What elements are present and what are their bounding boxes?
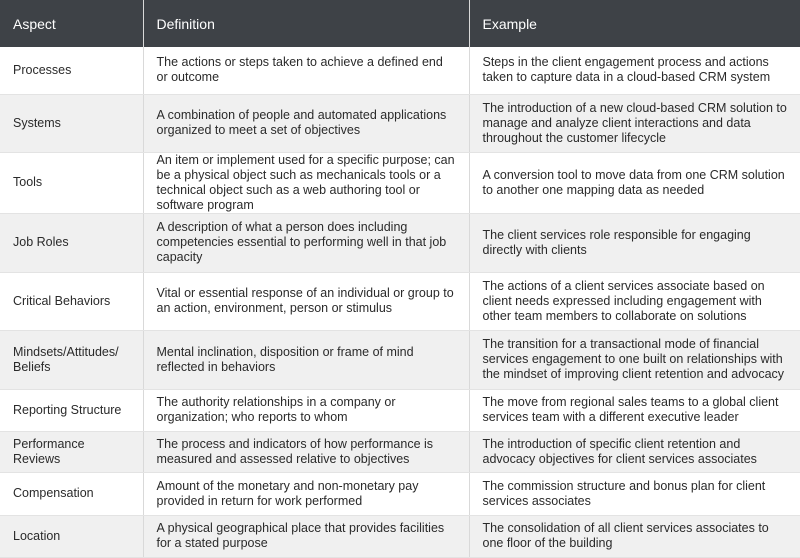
definition-cell: A combination of people and automated applications organized to meet a set of objectives — [143, 94, 469, 152]
aspect-cell: Location — [0, 515, 143, 557]
aspect-cell: Compensation — [0, 472, 143, 515]
definition-cell: An item or implement used for a specific purpose; can be a physical object such as mechanicals tools or a technical object such as a web authoring tool or software program — [143, 152, 469, 213]
definition-cell: Vital or essential response of an individual or group to an action, environment, person or stimulus — [143, 272, 469, 330]
example-cell: The consolidation of all client services associates to one floor of the building — [469, 515, 800, 557]
definition-cell: Mental inclination, disposition or frame of mind reflected in behaviors — [143, 330, 469, 389]
aspect-cell: Job Roles — [0, 213, 143, 272]
example-cell: The actions of a client services associate based on client needs expressed including engagement with other team members to collaborate on solutions — [469, 272, 800, 330]
definition-cell: The authority relationships in a company or organization; who reports to whom — [143, 389, 469, 431]
table-row — [0, 94, 800, 152]
table-row — [0, 431, 800, 472]
definition-cell: The process and indicators of how performance is measured and assessed relative to objectives — [143, 431, 469, 472]
aspect-cell: Processes — [0, 47, 143, 94]
table-header — [0, 0, 800, 47]
table-row — [0, 389, 800, 431]
example-cell: The commission structure and bonus plan for client services associates — [469, 472, 800, 515]
aspect-cell: Mindsets/Attitudes/ Beliefs — [0, 330, 143, 389]
header-definition: Definition — [143, 0, 469, 47]
table-row — [0, 152, 800, 213]
header-aspect: Aspect — [0, 0, 143, 47]
definition-cell: A description of what a person does including competencies essential to performing well in that job capacity — [143, 213, 469, 272]
definition-cell: Amount of the monetary and non-monetary pay provided in return for work performed — [143, 472, 469, 515]
aspect-cell: Tools — [0, 152, 143, 213]
aspect-cell: Performance Reviews — [0, 431, 143, 472]
table-row — [0, 47, 800, 94]
header-row — [0, 0, 800, 47]
definition-cell: The actions or steps taken to achieve a defined end or outcome — [143, 47, 469, 94]
aspect-cell: Critical Behaviors — [0, 272, 143, 330]
example-cell: The introduction of specific client retention and advocacy objectives for client services associates — [469, 431, 800, 472]
example-cell: A conversion tool to move data from one CRM solution to another one mapping data as needed — [469, 152, 800, 213]
example-cell: The move from regional sales teams to a global client services team with a different executive leader — [469, 389, 800, 431]
table-row — [0, 330, 800, 389]
example-cell: The client services role responsible for engaging directly with clients — [469, 213, 800, 272]
aspect-cell: Reporting Structure — [0, 389, 143, 431]
aspect-cell: Systems — [0, 94, 143, 152]
example-cell: Steps in the client engagement process and actions taken to capture data in a cloud-based CRM system — [469, 47, 800, 94]
example-cell: The transition for a transactional mode of financial services engagement to one built on relationships with the mindset of improving client retention and advocacy — [469, 330, 800, 389]
header-example: Example — [482, 15, 537, 32]
definition-cell: A physical geographical place that provides facilities for a stated purpose — [143, 515, 469, 557]
table-row — [0, 515, 800, 557]
table-row — [0, 472, 800, 515]
table-body — [0, 47, 800, 557]
table-row — [0, 213, 800, 272]
example-cell: The introduction of a new cloud-based CRM solution to manage and analyze client interactions and data throughout the customer lifecycle — [469, 94, 800, 152]
table-row — [0, 272, 800, 330]
